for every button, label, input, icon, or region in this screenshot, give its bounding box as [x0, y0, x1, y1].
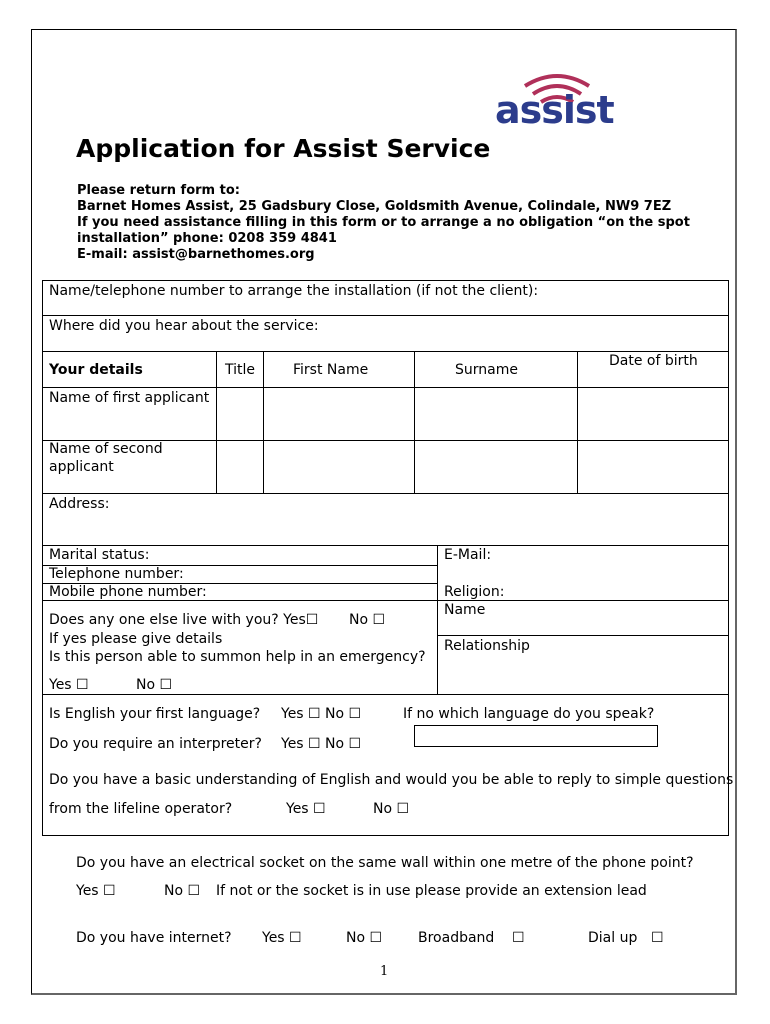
which-language-question: If no which language do you speak? — [403, 706, 655, 722]
name-label: Name — [444, 602, 486, 618]
assist-logo — [493, 66, 623, 136]
second-applicant-label-2: applicant — [49, 459, 114, 475]
basic-english-question-1: Do you have a basic understanding of English and would you be able to reply to simple questions — [49, 772, 734, 788]
internet-yes-checkbox[interactable]: Yes ☐ — [262, 930, 302, 946]
your-details-heading: Your details — [49, 362, 143, 378]
summon-yes-checkbox[interactable]: Yes ☐ — [49, 677, 89, 693]
religion-label: Religion: — [444, 584, 505, 600]
col-surname: Surname — [455, 362, 518, 378]
internet-question: Do you have internet? — [76, 930, 232, 946]
language-input[interactable] — [414, 725, 658, 747]
broadband-checkbox[interactable]: ☐ — [512, 930, 525, 946]
live-with-question: Does any one else live with you? Yes☐ — [49, 612, 319, 628]
socket-no-checkbox[interactable]: No ☐ — [164, 883, 201, 899]
email-label: E-Mail: — [444, 547, 492, 563]
col-title: Title — [225, 362, 256, 378]
give-details-label: If yes please give details — [49, 631, 223, 647]
summon-help-question: Is this person able to summon help in an emergency? — [49, 649, 426, 665]
telephone-label: Telephone number: — [49, 566, 184, 582]
assistance-note: If you need assistance filling in this form or to arrange a no obligation “on the spot — [77, 215, 690, 230]
logo-text: assist — [495, 88, 614, 132]
basic-english-no-checkbox[interactable]: No ☐ — [373, 801, 410, 817]
assistance-phone: installation” phone: 0208 359 4841 — [77, 231, 337, 246]
internet-no-checkbox[interactable]: No ☐ — [346, 930, 383, 946]
marital-status-label: Marital status: — [49, 547, 150, 563]
broadband-label: Broadband — [418, 930, 495, 946]
form-title: Application for Assist Service — [76, 134, 491, 163]
english-first-question: Is English your first language? — [49, 706, 261, 722]
english-yes-no-checkboxes[interactable]: Yes ☐ No ☐ — [281, 706, 362, 722]
address-label: Address: — [49, 496, 110, 512]
dialup-checkbox[interactable]: ☐ — [651, 930, 664, 946]
contact-email: E-mail: assist@barnethomes.org — [77, 247, 315, 262]
second-applicant-label-1: Name of second — [49, 441, 163, 457]
page-number: 1 — [380, 964, 389, 979]
live-with-no-checkbox[interactable]: No ☐ — [349, 612, 386, 628]
form-page — [31, 29, 737, 995]
socket-note: If not or the socket is in use please provide an extension lead — [216, 883, 647, 899]
col-dob: Date of birth — [609, 353, 698, 369]
return-label: Please return form to: — [77, 183, 240, 198]
first-applicant-label: Name of first applicant — [49, 390, 210, 406]
basic-english-yes-checkbox[interactable]: Yes ☐ — [286, 801, 326, 817]
socket-question: Do you have an electrical socket on the same wall within one metre of the phone point? — [76, 855, 694, 871]
summon-no-checkbox[interactable]: No ☐ — [136, 677, 173, 693]
hear-about-label: Where did you hear about the service: — [49, 318, 319, 334]
interpreter-yes-no-checkboxes[interactable]: Yes ☐ No ☐ — [281, 736, 362, 752]
relationship-label: Relationship — [444, 638, 530, 654]
socket-yes-checkbox[interactable]: Yes ☐ — [76, 883, 116, 899]
return-address: Barnet Homes Assist, 25 Gadsbury Close, Goldsmith Avenue, Colindale, NW9 7EZ — [77, 199, 672, 214]
name-telephone-label: Name/telephone number to arrange the installation (if not the client): — [49, 283, 539, 299]
col-first-name: First Name — [293, 362, 369, 378]
dialup-label: Dial up — [588, 930, 638, 946]
mobile-label: Mobile phone number: — [49, 584, 207, 600]
basic-english-question-2: from the lifeline operator? — [49, 801, 233, 817]
interpreter-question: Do you require an interpreter? — [49, 736, 262, 752]
